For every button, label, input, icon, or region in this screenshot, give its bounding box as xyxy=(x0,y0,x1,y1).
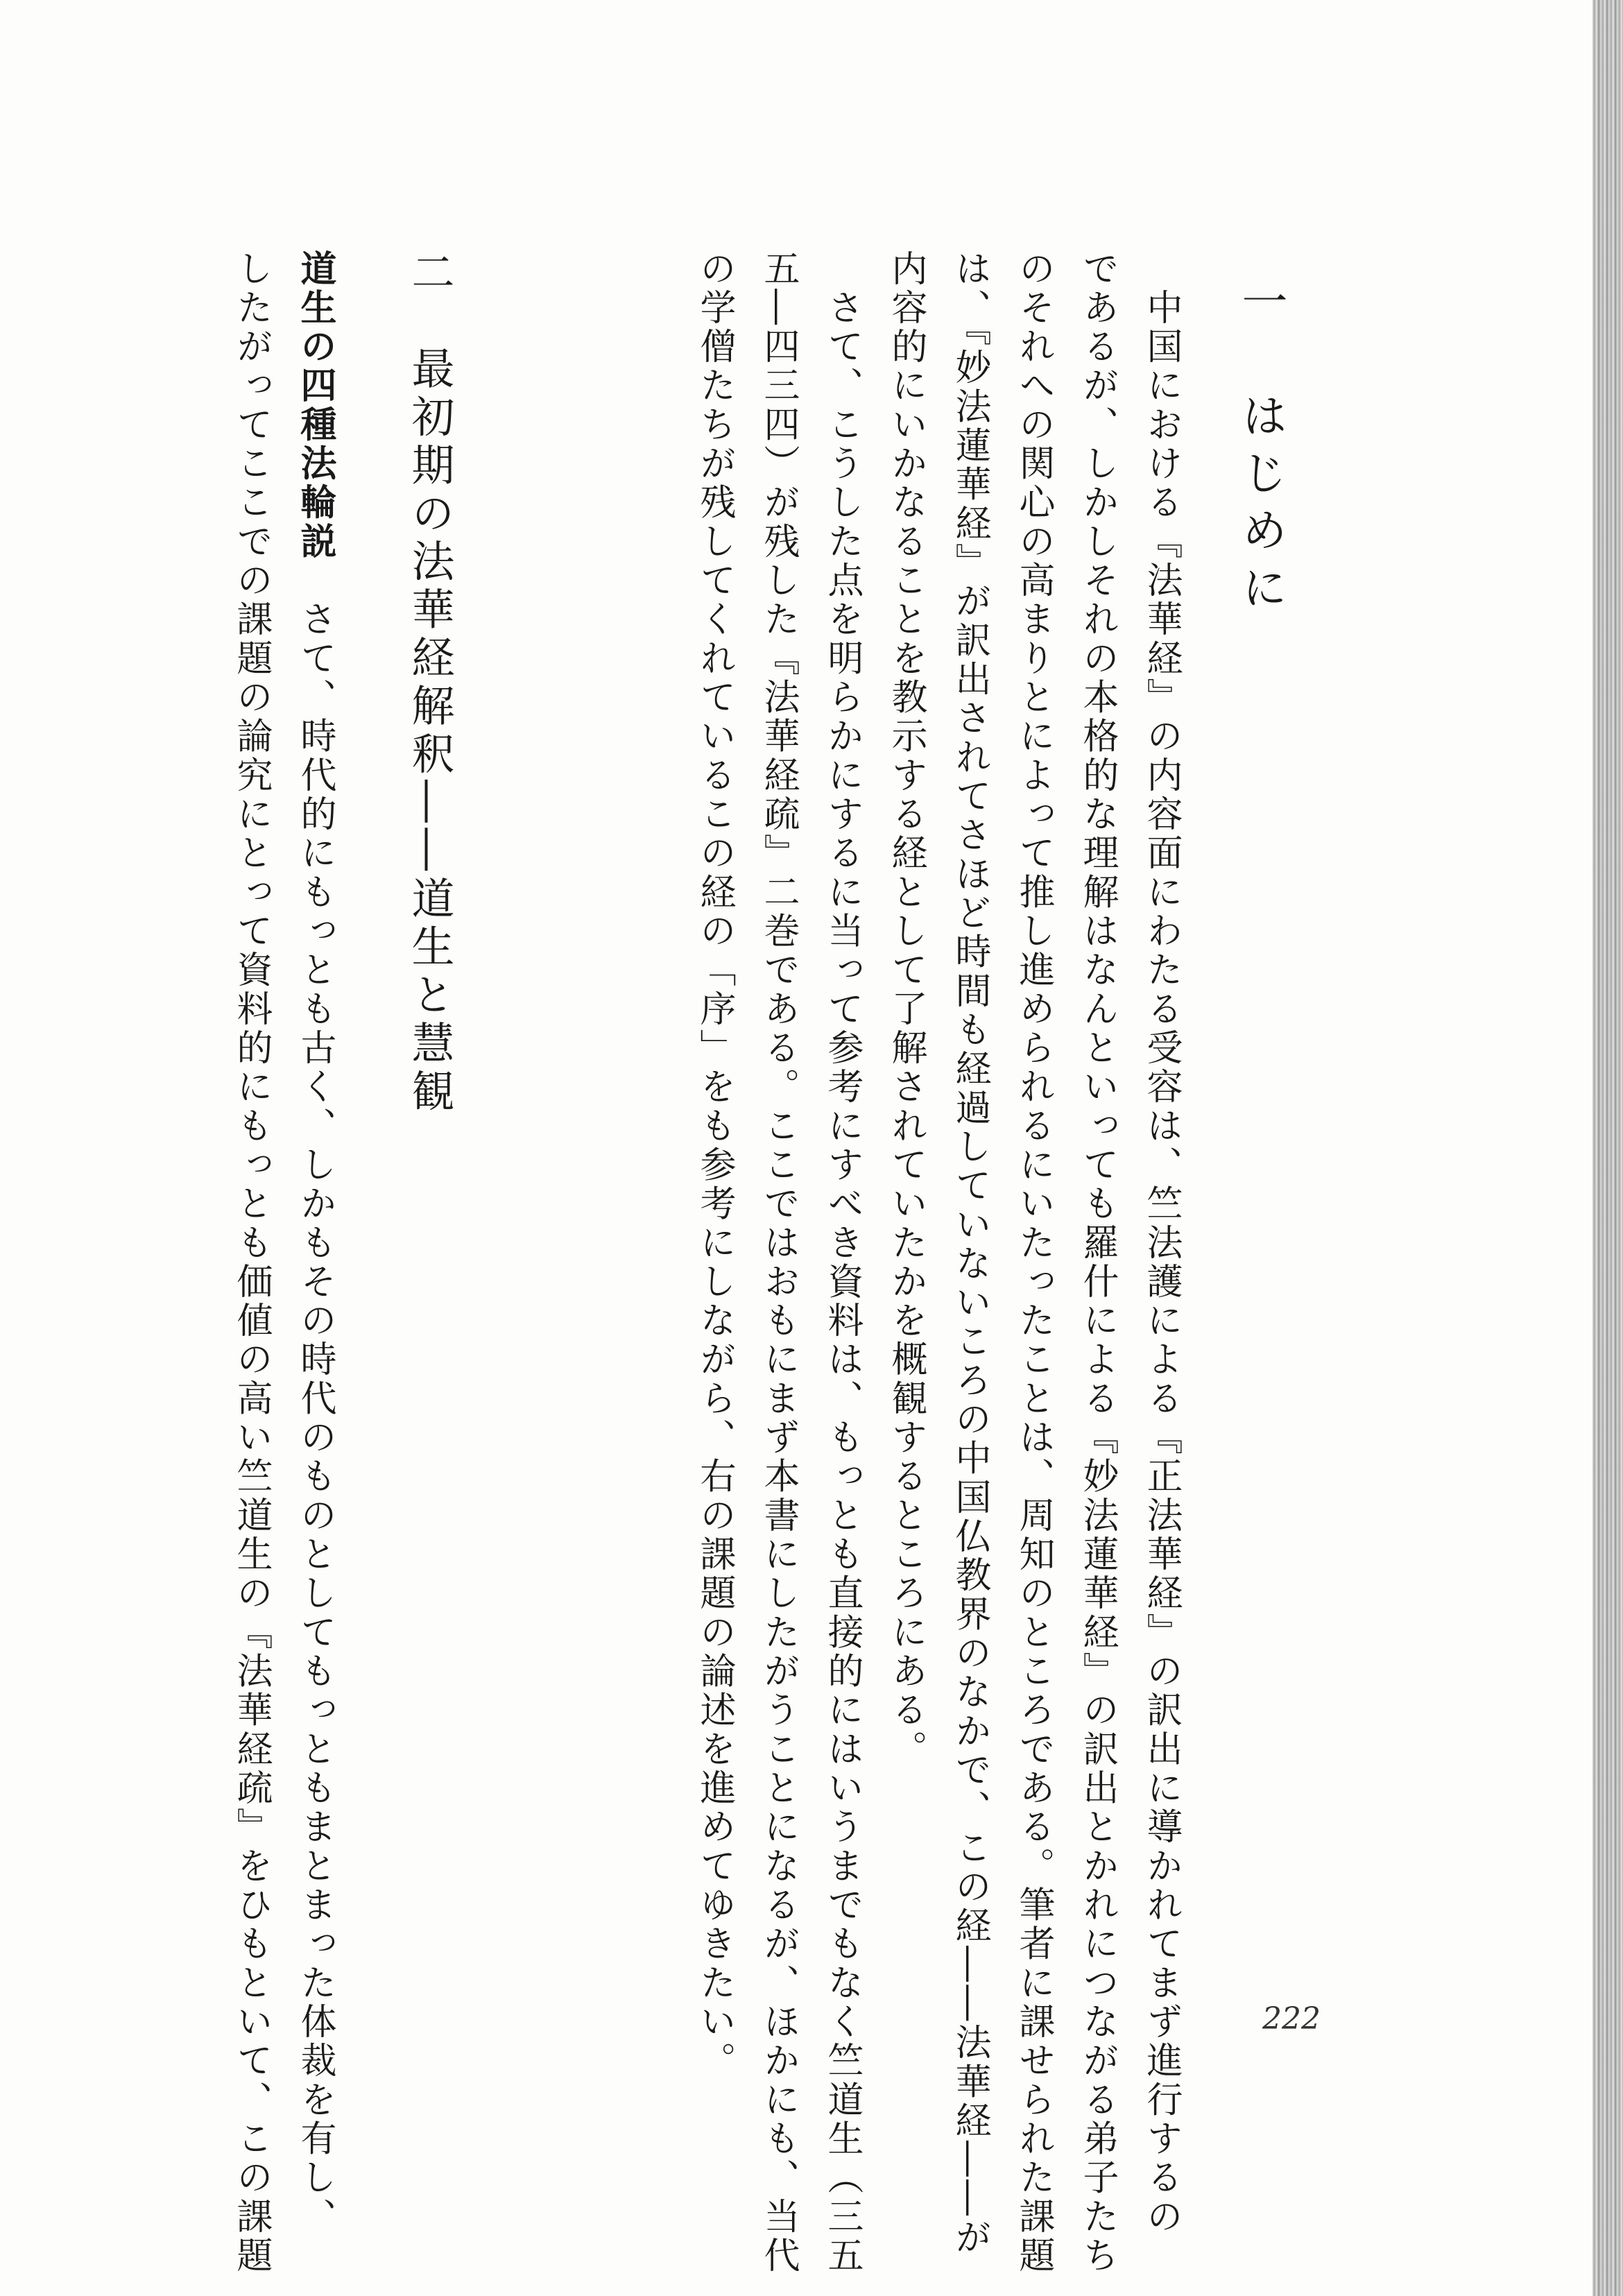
page-edge-shadow xyxy=(1592,0,1623,2296)
page-number: 222 xyxy=(1262,2001,1321,2037)
body-line: 中国における『法華経』の内容面にわたる受容は、竺法護による『正法華経』の訳出に導かれてまず進行するの xyxy=(1140,250,1182,2237)
subheading-four-dharma-wheels: 道生の四種法輪説 xyxy=(294,250,336,562)
section-heading-earliest-interpretation: 二 最初期の法華経解釈――道生と慧観 xyxy=(404,250,455,1117)
body-line-with-subheading xyxy=(294,250,336,2237)
body-line: は、『妙法蓮華経』が訳出されてさほど時間も経過していないころの中国仏教界のなかで、この経――法華経――が xyxy=(949,250,990,2258)
body-line: 五―四三四）が残した『法華経疏』二巻である。ここではおもにまず本書にしたがうことになるが、ほかにも、当代 xyxy=(757,250,799,2276)
section-heading-introduction: 一 はじめに xyxy=(1234,277,1287,621)
body-line-text: さて、時代的にもっとも古く、しかもその時代のものとしてもっともまとまった体裁を有し、 xyxy=(294,561,336,2237)
body-line: したがってここでの課題の論究にとって資料的にもっとも価値の高い竺道生の『法華経疏』をひもといて、この課題 xyxy=(230,250,272,2276)
body-line: さて、こうした点を明らかにするに当って参考にすべき資料は、もっとも直接的にはいうまでもなく竺道生（三五 xyxy=(821,250,863,2276)
body-line: であるが、しかしそれの本格的な理解はなんといっても羅什による『妙法蓮華経』の訳出とかれにつながる弟子たち xyxy=(1076,250,1118,2276)
body-line: のそれへの関心の高まりとによって推し進められるにいたったことは、周知のところである。筆者に課せられた課題 xyxy=(1013,250,1054,2276)
body-line: の学僧たちが残してくれているこの経の「序」をも参考にしながら、右の課題の論述を進めてゆきたい。 xyxy=(694,250,735,2081)
body-line: 内容的にいかなることを教示する経として了解されていたかを概観するところにある。 xyxy=(885,250,927,1770)
